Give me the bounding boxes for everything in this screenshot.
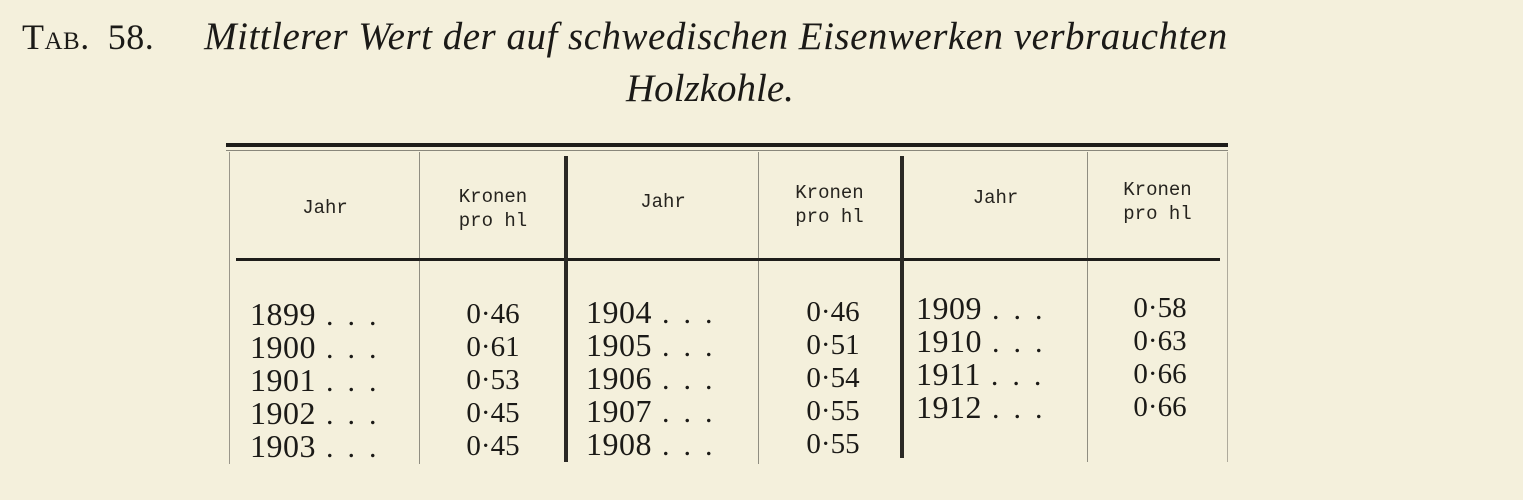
table-top-rule-thin bbox=[226, 150, 1228, 151]
value-column bbox=[420, 298, 566, 463]
header-price: Kronen pro hl bbox=[1123, 179, 1192, 225]
price-value: 0·54 bbox=[806, 362, 860, 394]
year-column bbox=[916, 292, 1057, 424]
table-row: 1901 ... bbox=[250, 362, 391, 398]
price-value: 0·45 bbox=[466, 430, 520, 462]
price-value: 0·55 bbox=[806, 395, 860, 427]
caption-title-line2: Holzkohle. bbox=[626, 67, 794, 110]
price-value: 0·45 bbox=[466, 397, 520, 429]
table-header-rule bbox=[236, 258, 1220, 261]
price-value: 0·63 bbox=[1133, 325, 1187, 357]
caption-title-line1: Mittlerer Wert der auf schwedischen Eisenwerken verbrauchten bbox=[204, 15, 1228, 58]
header-price: Kronen pro hl bbox=[795, 182, 864, 228]
table-row: 1902 ... bbox=[250, 395, 391, 431]
table-row: 1908 ... bbox=[586, 426, 727, 462]
table-left-border bbox=[229, 152, 230, 464]
price-value: 0·61 bbox=[466, 331, 520, 363]
value-column bbox=[762, 296, 904, 461]
table-row: 1906 ... bbox=[586, 360, 727, 396]
table-row: 1912 ... bbox=[916, 389, 1057, 425]
year-column bbox=[250, 298, 391, 463]
table-top-rule bbox=[226, 143, 1228, 147]
price-value: 0·51 bbox=[806, 329, 860, 361]
price-value: 0·66 bbox=[1133, 391, 1187, 423]
table-row: 1910 ... bbox=[916, 323, 1057, 359]
year-column bbox=[586, 296, 727, 461]
price-value: 0·58 bbox=[1133, 292, 1187, 324]
value-column bbox=[1090, 292, 1230, 424]
table-row: 1903 ... bbox=[250, 428, 391, 464]
price-value: 0·46 bbox=[466, 298, 520, 330]
header-year: Jahr bbox=[640, 191, 686, 213]
table-row: 1899 ... bbox=[250, 296, 391, 332]
header-year: Jahr bbox=[302, 197, 348, 219]
table-row: 1907 ... bbox=[586, 393, 727, 429]
price-value: 0·46 bbox=[806, 296, 860, 328]
price-value: 0·53 bbox=[466, 364, 520, 396]
table-row: 1904 ... bbox=[586, 294, 727, 330]
table-caption bbox=[22, 14, 1228, 59]
table-label: Tab. bbox=[22, 17, 90, 57]
table-row: 1905 ... bbox=[586, 327, 727, 363]
header-price: Kronen pro hl bbox=[458, 186, 528, 232]
header-year: Jahr bbox=[972, 187, 1019, 209]
table-row: 1909 ... bbox=[916, 290, 1057, 326]
price-value: 0·66 bbox=[1133, 358, 1187, 390]
table-number: 58. bbox=[107, 17, 155, 57]
price-value: 0·55 bbox=[806, 428, 860, 460]
table-row: 1900 ... bbox=[250, 329, 391, 365]
table-row: 1911 ... bbox=[916, 356, 1056, 392]
